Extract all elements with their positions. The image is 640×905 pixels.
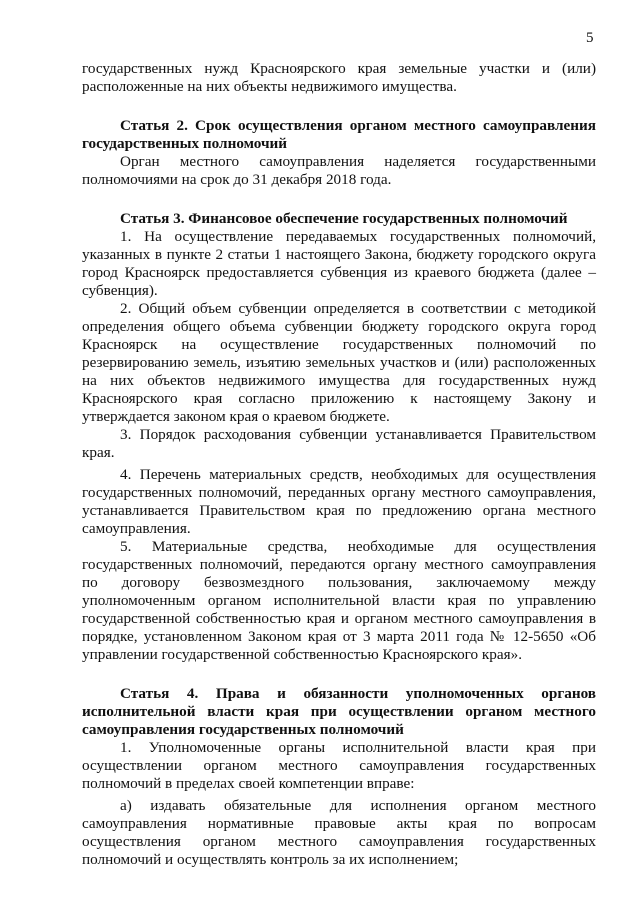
article-4-item-1: 1. Уполномоченные органы исполнительной власти края при осуществлении органом местного самоуправления государственных полномочий в пределах своей компетенции вправе: [82,739,596,792]
article-3-item-1: 1. На осуществление передаваемых государственных полномочий, указанных в пункте 2 статьи 1 настоящего Закона, бюджету городского округа город Красноярск предоставляется субвенция из краевого бюджета (далее – субвенция). [82,228,596,299]
article-4-item-1a: а) издавать обязательные для исполнения органом местного самоуправления нормативные правовые акты края по вопросам осуществления органом местного самоуправления государственных полномочий и осуществлять контроль за их исполнением; [82,797,596,868]
article-4-heading: Статья 4. Права и обязанности уполномоченных органов исполнительной власти края при осуществлении органом местного самоуправления государственных полномочий [82,685,596,738]
document-body [82,60,596,869]
article-3-item-4: 4. Перечень материальных средств, необходимых для осуществления государственных полномочий, переданных органу местного самоуправления, устанавливается Правительством края по предложению органа местного самоуправления. [82,466,596,537]
article-3-item-2: 2. Общий объем субвенции определяется в соответствии с методикой определения общего объема субвенции бюджету городского округа город Красноярск на осуществление государственных полномочий по резервированию земель, изъятию земельных участков и (или) расположенных на них объектов недвижимого имущества для государственных нужд Красноярского края согласно приложению к настоящему Закону и утверждается законом края о краевом бюджете. [82,300,596,425]
paragraph-continuation: государственных нужд Красноярского края земельные участки и (или) расположенные на них объекты недвижимого имущества. [82,60,596,95]
article-3-heading: Статья 3. Финансовое обеспечение государственных полномочий [120,210,568,227]
article-3-item-3: 3. Порядок расходования субвенции устанавливается Правительством края. [82,426,596,461]
article-2-paragraph: Орган местного самоуправления наделяется государственными полномочиями на срок до 31 декабря 2018 года. [82,153,596,188]
page-number: 5 [586,30,594,46]
article-2-heading: Статья 2. Срок осуществления органом местного самоуправления государственных полномочий [82,117,596,152]
article-3-item-5: 5. Материальные средства, необходимые для осуществления государственных полномочий, передаются органу местного самоуправления по договору безвозмездного пользования, заключаемому между уполномоченным органом исполнительной власти края по управлению государственной собственностью края и органом местного самоуправления в порядке, установленном Законом края от 3 марта 2011 года № 12-5650 «Об управлении государственной собственностью Красноярского края». [82,538,596,663]
